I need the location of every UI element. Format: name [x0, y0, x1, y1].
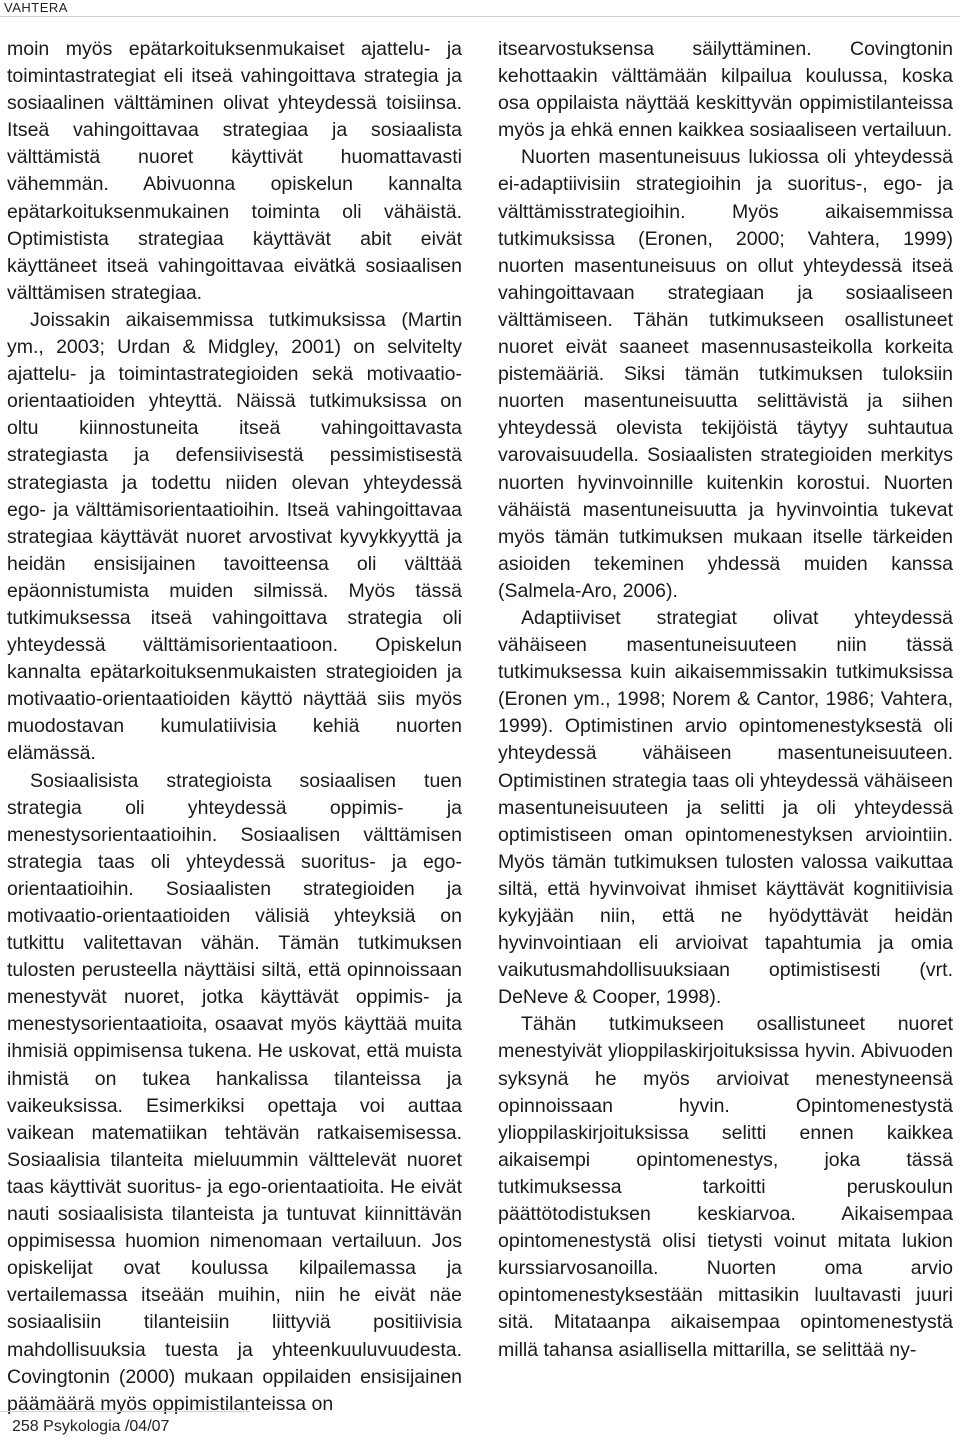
- left-paragraph-3: Sosiaalisista strategioista sosiaalisen tuen strategia oli yhteydessä oppimis- ja menestysorientaatioihin. Sosiaalisen välttämisen strategia taas oli yhteydessä suoritus- ja ego-orientaatioihin. Sosiaalisten strategioiden ja motivaatio-orientaatioiden välisiä yhteyksiä on tutkittu valitettavan vähän. Tämän tutkimuksen tulosten perusteella näyttäisi siltä, että opinnoissaan menestyvät nuoret, jotka käyttävät oppimis- ja menestysorientaatioita, osaavat myös käyttää muita ihmisiä oppimisensa tukena. He uskovat, että muista ihmistä on tukea hankalissa tilanteissa ja vaikeuksissa. Esimerkiksi opettaja voi auttaa vaikean matematiikan tehtävän ratkaisemisessa. Sosiaalisia tilanteita mieluummin välttelevät nuoret taas käyttivät suoritus- ja ego-orientaatioita. He eivät nauti sosiaalisista tilanteista ja tuntuvat kiinnittävän oppimisessa huomion nimenomaan vertailuun. Jos opiskelijat ovat koulussa kilpailemassa ja vertailemassa itseään muihin, niin he eivät näe sosiaalisiin tilanteisiin liittyviä positiivisia mahdollisuuksia tuesta ja yhteenkuuluvuudesta. Covingtonin (2000) mukaan oppilaiden ensisijainen päämäärä myös oppimistilanteissa on: [7, 769, 462, 1415]
- right-paragraph-2: Nuorten masentuneisuus lukiossa oli yhteydessä ei-adaptiivisiin strategioihin ja suoritus-, ego- ja välttämisstrategioihin. Myös aikaisemmissa tutkimuksissa (Eronen, 2000; Vahtera, 1999) nuorten masentuneisuus on ollut yhteydessä itseä vahingoittavaan strategiaan ja sosiaaliseen välttämiseen. Tähän tutkimukseen osallistuneet nuoret eivät saaneet masennusasteikolla korkeita pistemääriä. Siksi tämän tutkimuksen tuloksiin nuorten masentuneisuutta selittävistä ja siihen yhteydessä olevista tekijöistä täytyy suhtautua varovaisuudella. Sosiaalisten strategioiden merkitys nuorten hyvinvoinnille kuitenkin korostui. Nuorten vähäistä masentuneisuutta ja hyvinvointia tukevat myös tämän tutkimuksen mukaan itselle tärkeiden asioiden tekeminen yhdessä muiden kanssa (Salmela-Aro, 2006).: [498, 146, 953, 602]
- left-paragraph-2: Joissakin aikaisemmissa tutkimuksissa (Martin ym., 2003; Urdan & Midgley, 2001) on selvitelty ajattelu- ja toimintastrategioiden sekä motivaatio-orientaatioiden yhteyttä. Näissä tutkimuksissa on oltu kiinnostuneita itseä vahingoittavasta strategiasta ja defensiivisestä pessimistisestä strategiasta ja todettu niiden olevan yhteydessä ego- ja välttämisorientaatioihin. Itseä vahingoittavaa strategiaa käyttävät nuoret arvostivat kyvykkyyttä ja heidän ensisijainen tavoitteensa oli välttää epäonnistumista muiden silmissä. Myös tässä tutkimuksessa itseä vahingoittava strategia oli yhteydessä välttämisorientaatioon. Opiskelun kannalta epätarkoituksenmukaisten strategioiden ja motivaatio-orientaatioiden käyttö näyttää siis myös muodostavan kumulatiivisia kehiä nuorten elämässä.: [7, 308, 462, 765]
- page-footer: 258 Psykologia /04/07: [12, 1418, 170, 1435]
- right-paragraph-1: itsearvostuksensa säilyttäminen. Covingtonin kehottaakin välttämään kilpailua koulussa, koska osa oppilaista näyttää keskittyvän oppimistilanteissa myös ja ehkä ennen kaikkea sosiaaliseen vertailuun.: [498, 38, 953, 142]
- header-rule: [0, 16, 960, 17]
- right-paragraph-4: Tähän tutkimukseen osallistuneet nuoret menestyivät ylioppilaskirjoituksissa hyvin. Abivuoden syksynä he myös arvioivat menestyneensä opinnoissaan hyvin. Opintomenestystä ylioppilaskirjoituksissa selitti ennen kaikkea aikaisempi opintomenestys, joka tässä tutkimuksessa tarkoitti peruskoulun päättötodistuksen keskiarvoa. Aikaisempaa opintomenestystä olisi tietysti voinut mitata lukion kurssiarvosanoilla. Nuorten oma arvio opintomenestyksestään mittasikin luultavasti juuri sitä. Mitataanpa aikaisempaa opintomenestystä millä tahansa asiallisella mittarilla, se selittää ny-: [498, 1013, 953, 1361]
- right-paragraph-3: Adaptiiviset strategiat olivat yhteydessä vähäiseen masentuneisuuteen niin tässä tutkimuksessa kuin aikaisemmissakin tutkimuksissa (Eronen ym., 1998; Norem & Cantor, 1986; Vahtera, 1999). Optimistinen arvio opintomenestyksestä oli yhteydessä vähäiseen masentuneisuuteen. Optimistinen strategia taas oli yhteydessä vähäiseen masentuneisuuteen ja selitti ja oli yhteydessä optimistiseen oman opintomenestyksen arviointiin. Myös tämän tutkimuksen tulosten valossa vaikuttaa siltä, että hyvinvoivat ihmiset käyttävät kognitiivisia kykyjään niin, että ne hyödyttävät heidän hyvinvointiaan eli arvioivat tapahtumia ja omia vaikutusmahdollisuuksiaan optimistisesti (vrt. DeNeve & Cooper, 1998).: [498, 606, 953, 1009]
- right-column: [498, 36, 953, 1364]
- left-paragraph-1: moin myös epätarkoituksenmukaiset ajattelu- ja toimintastrategiat eli itseä vahingoittava strategia ja sosiaalinen välttäminen olivat yhteydessä toisiinsa. Itseä vahingoittavaa strategiaa ja sosiaalista välttämistä nuoret käyttivät huomattavasti vähemmän. Abivuonna opiskelun kannalta epätarkoituksenmukainen toiminta oli vähäistä. Optimistista strategiaa käyttävät abit eivät käyttäneet itseä vahingoittavaa eivätkä sosiaalisen välttämisen strategiaa.: [7, 38, 462, 304]
- footer-rule: [0, 1411, 250, 1412]
- left-column: [7, 36, 462, 1418]
- running-head: VAHTERA: [4, 0, 68, 15]
